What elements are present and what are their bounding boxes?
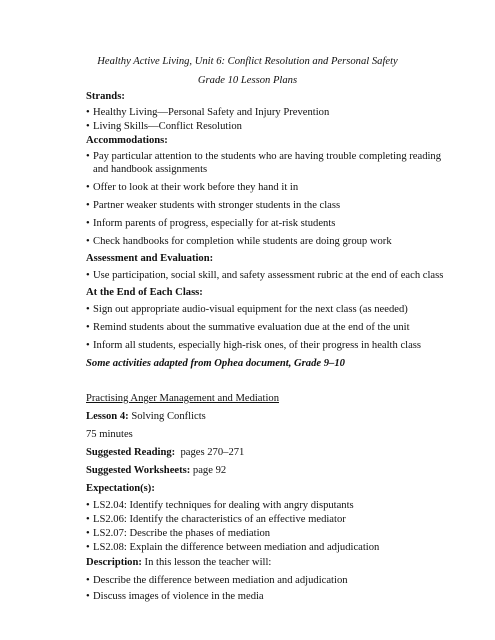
bullet-icon: • <box>86 322 90 333</box>
suggested-reading: Suggested Reading: pages 270–271 <box>86 447 245 458</box>
bullet-icon: • <box>86 304 90 315</box>
bullet-icon: • <box>86 591 90 602</box>
accommodation-item: • Offer to look at their work before they hand it in <box>86 182 299 193</box>
bullet-icon: • <box>86 340 90 351</box>
bullet-icon: • <box>86 575 90 586</box>
strand-item: • Living Skills—Conflict Resolution <box>86 121 242 132</box>
end-of-class-item: • Remind students about the summative evaluation due at the end of the unit <box>86 322 410 333</box>
bullet-icon: • <box>86 182 90 193</box>
bullet-icon: • <box>86 200 90 211</box>
accommodation-item: • Check handbooks for completion while students are doing group work <box>86 236 392 247</box>
accommodation-item: • Inform parents of progress, especially for at-risk students <box>86 218 336 229</box>
expectation-item: • LS2.04: Identify techniques for dealing with angry disputants <box>86 500 354 511</box>
bullet-icon: • <box>86 236 90 247</box>
lesson-title: Lesson 4: Solving Conflicts <box>86 411 206 422</box>
assessment-item: • Use participation, social skill, and safety assessment rubric at the end of each class <box>86 270 444 281</box>
end-of-class-heading: At the End of Each Class: <box>86 287 203 298</box>
suggested-worksheets: Suggested Worksheets: page 92 <box>86 465 227 476</box>
assessment-heading: Assessment and Evaluation: <box>86 253 214 264</box>
expectation-item: • LS2.08: Explain the difference between mediation and adjudication <box>86 542 380 553</box>
description-item: • Describe the difference between mediation and adjudication <box>86 575 348 586</box>
bullet-icon: • <box>86 542 90 553</box>
bullet-icon: • <box>86 107 90 118</box>
strand-item: • Healthy Living—Personal Safety and Injury Prevention <box>86 107 330 118</box>
bullet-icon: • <box>86 500 90 511</box>
accommodation-item: • Pay particular attention to the students who are having trouble completing reading <box>86 151 442 162</box>
accommodations-heading: Accommodations: <box>86 135 168 146</box>
lesson-duration: 75 minutes <box>86 429 133 440</box>
strands-heading: Strands: <box>86 91 125 102</box>
expectation-item: • LS2.07: Describe the phases of mediation <box>86 528 271 539</box>
description-item: • Discuss images of violence in the media <box>86 591 264 602</box>
description: Description: In this lesson the teacher will: <box>86 557 272 568</box>
bullet-icon: • <box>86 270 90 281</box>
section-title: Practising Anger Management and Mediation <box>86 393 279 404</box>
document-subtitle: Grade 10 Lesson Plans <box>197 75 298 86</box>
accommodation-item: • Partner weaker students with stronger students in the class <box>86 200 341 211</box>
end-of-class-item: • Sign out appropriate audio-visual equipment for the next class (as needed) <box>86 304 408 315</box>
bullet-icon: • <box>86 514 90 525</box>
end-of-class-item: • Inform all students, especially high-risk ones, of their progress in health class <box>86 340 422 351</box>
bullet-icon: • <box>86 151 90 162</box>
expectations-heading: Expectation(s): <box>86 483 155 494</box>
bullet-icon: • <box>86 218 90 229</box>
document-title: Healthy Active Living, Unit 6: Conflict Resolution and Personal Safety <box>97 56 398 67</box>
bullet-icon: • <box>86 528 90 539</box>
expectation-item: • LS2.06: Identify the characteristics of an effective mediator <box>86 514 346 525</box>
bullet-icon: • <box>86 121 90 132</box>
accommodation-item-continuation: and handbook assignments <box>93 164 208 175</box>
source-note: Some activities adapted from Ophea document, Grade 9–10 <box>86 358 345 369</box>
